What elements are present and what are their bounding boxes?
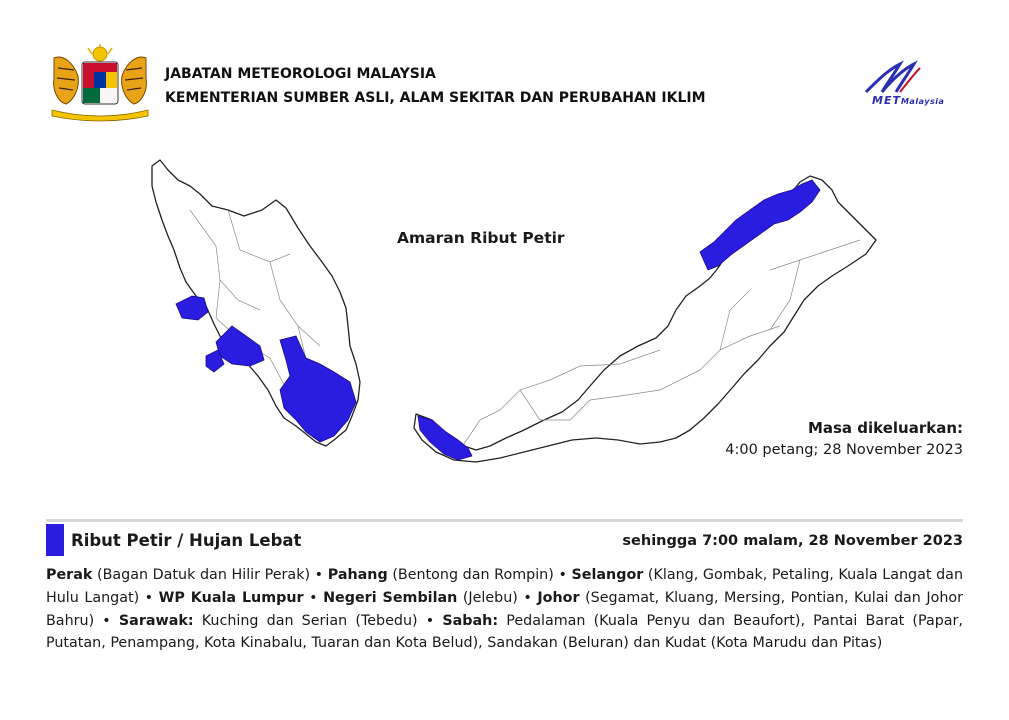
area-state: Selangor xyxy=(571,567,644,583)
area-separator: • xyxy=(144,589,159,606)
legend-label: Ribut Petir / Hujan Lebat xyxy=(71,531,302,550)
met-wordmark-malaysia: Malaysia xyxy=(900,97,945,106)
area-separator: • xyxy=(309,589,324,606)
ministry-name: KEMENTERIAN SUMBER ASLI, ALAM SEKITAR DAN PERUBAHAN IKLIM xyxy=(165,90,706,106)
area-separator: • xyxy=(558,567,572,583)
met-wordmark-met: MET xyxy=(872,94,901,107)
sarawak-sabah xyxy=(414,176,876,462)
area-separator: • xyxy=(425,612,443,629)
issued-time-value: 4:00 petang; 28 November 2023 xyxy=(725,442,963,458)
agency-name: JABATAN METEOROLOGI MALAYSIA xyxy=(165,66,436,82)
area-districts: (Bagan Datuk dan Hilir Perak) xyxy=(92,567,315,583)
area-separator: • xyxy=(102,612,119,629)
met-wordmark xyxy=(872,94,944,107)
area-state: Sabah: xyxy=(442,612,499,629)
area-state: Pahang xyxy=(327,567,388,583)
area-districts: (Jelebu) xyxy=(457,589,524,606)
area-state: Sarawak: xyxy=(118,612,194,629)
legend-swatch xyxy=(46,524,64,556)
area-districts: (Klang, Gombak, Petaling, Kuala Langat dan Hulu Langat) xyxy=(46,567,964,606)
section-divider xyxy=(46,519,963,522)
valid-until: sehingga 7:00 malam, 28 November 2023 xyxy=(622,533,963,549)
area-districts: (Bentong dan Rompin) xyxy=(387,567,559,583)
area-districts: Kuching dan Serian (Tebedu) xyxy=(193,612,426,629)
area-state: Perak xyxy=(46,567,93,583)
warning-map xyxy=(120,150,900,480)
malaysia-coat-of-arms-icon xyxy=(44,44,156,122)
area-districts: (Segamat, Kluang, Mersing, Pontian, Kulai dan Johor Bahru) xyxy=(46,589,964,629)
area-separator: • xyxy=(314,567,328,583)
area-separator: • xyxy=(523,589,538,606)
area-state: Negeri Sembilan xyxy=(323,589,458,606)
met-malaysia-logo-icon xyxy=(856,60,962,112)
area-state: Johor xyxy=(537,589,580,606)
map-title: Amaran Ribut Petir xyxy=(397,229,565,247)
issued-time-label: Masa dikeluarkan: xyxy=(807,419,963,437)
affected-areas-list xyxy=(46,564,963,655)
warning-area-perak xyxy=(176,296,208,320)
area-districts: Pedalaman (Kuala Penyu dan Beaufort), Pantai Barat (Papar, Putatan, Penampang, Kota Kinabalu, Tuaran dan Kota Belud), Sandakan (Beluran) dan Kudat (Kota Marudu dan Pitas) xyxy=(46,612,963,652)
area-state: WP Kuala Lumpur xyxy=(158,589,304,606)
